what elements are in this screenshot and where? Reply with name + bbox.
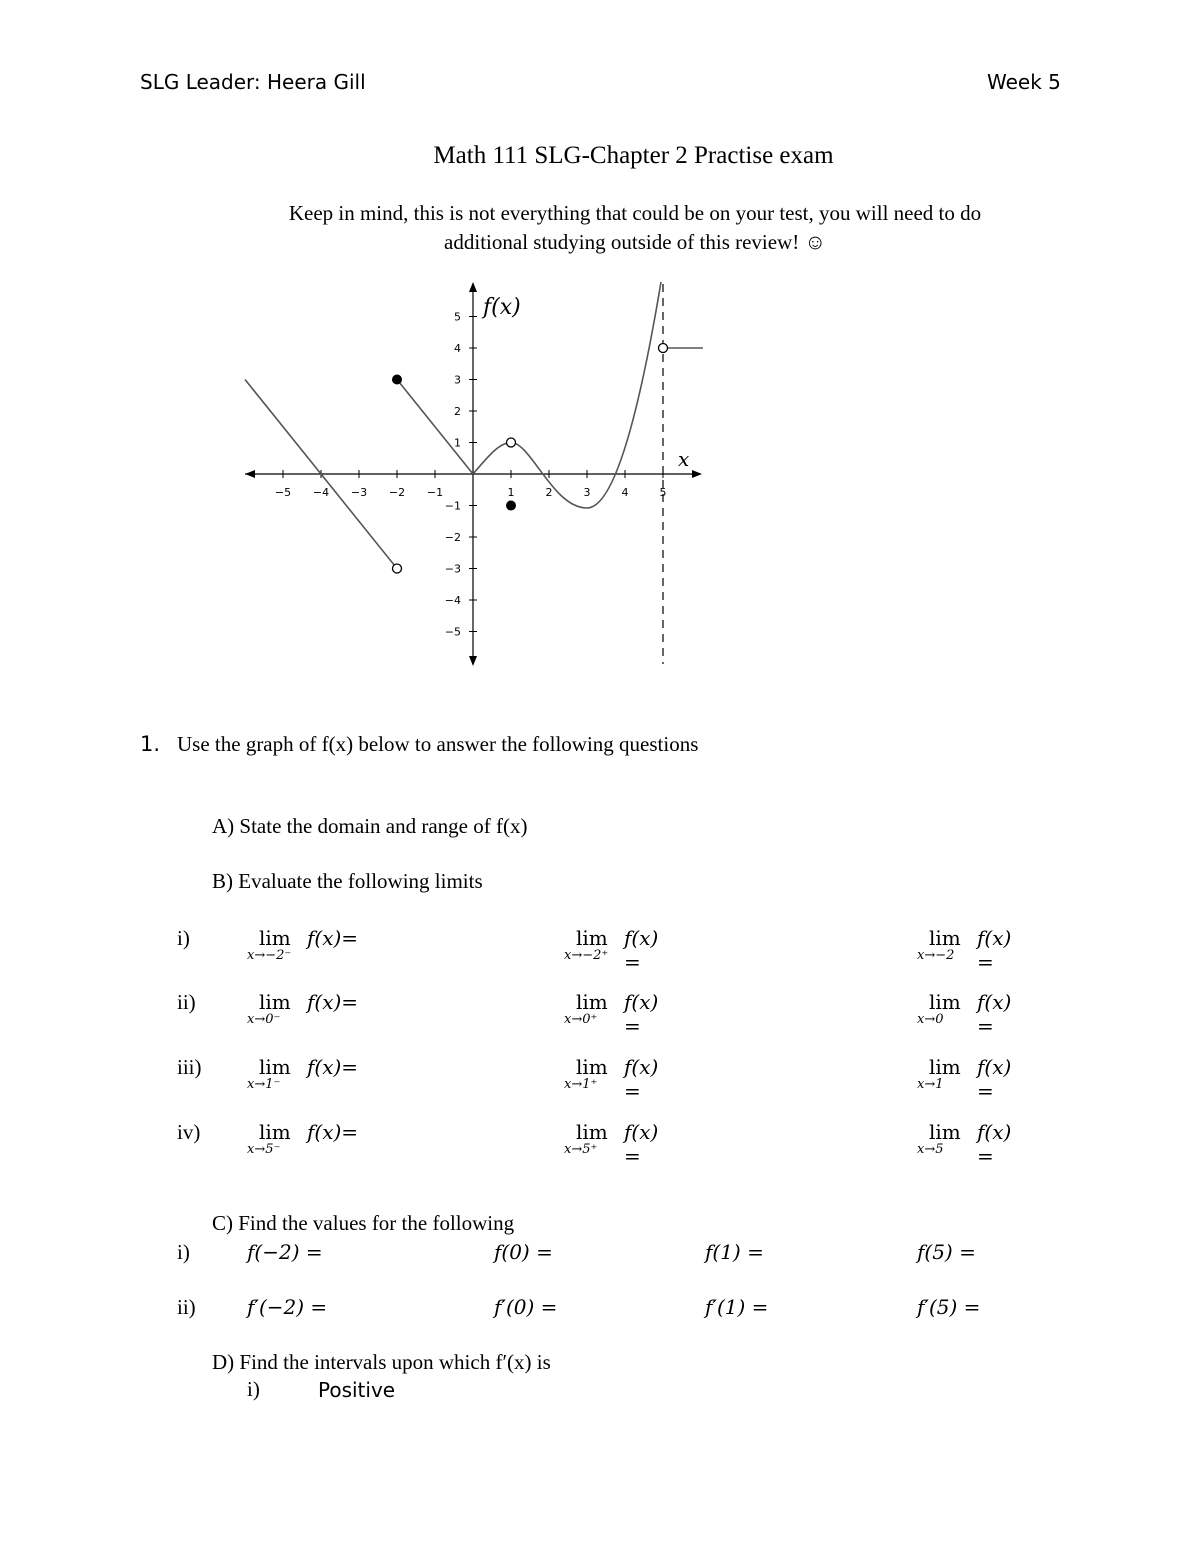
lim-subscript: x→5: [917, 1142, 944, 1157]
value-item: f(0) =: [494, 1240, 553, 1264]
limit-row-label: iv): [177, 1120, 201, 1144]
value-item: f′(5) =: [917, 1295, 981, 1319]
lim-subscript: x→1⁻: [247, 1077, 281, 1092]
lim-expression: f(x) =: [977, 1055, 1012, 1103]
open-point-5-4: [659, 344, 668, 353]
lim-subscript: x→5⁻: [247, 1142, 281, 1157]
middle-line-segment: [397, 380, 473, 475]
lim-expression: f(x) =: [977, 990, 1012, 1038]
values-row-label: ii): [177, 1295, 196, 1319]
lim-subscript: x→0⁺: [564, 1012, 598, 1027]
question-text: Use the graph of f(x) below to answer the following questions: [177, 732, 699, 756]
lim-word: lim: [576, 1120, 608, 1144]
x-tick-label: −3: [350, 486, 368, 499]
y-tick-label: 1: [454, 436, 461, 450]
value-item: f′(0) =: [494, 1295, 558, 1319]
y-tick-label: 4: [454, 342, 461, 355]
x-tick-label: −1: [426, 486, 444, 499]
x-tick-label: −4: [312, 486, 330, 499]
lim-word: lim: [929, 1055, 961, 1079]
lim-word: lim: [576, 1055, 608, 1079]
part-d-sub-text: Positive: [318, 1378, 396, 1402]
part-a: A) State the domain and range of f(x): [212, 814, 528, 838]
lim-expression: f(x)=: [307, 926, 359, 950]
x-tick-label: −2: [388, 486, 406, 499]
lim-expression: f(x)=: [307, 1120, 359, 1144]
y-axis-label: f(x): [483, 295, 521, 320]
x-tick-label: 1: [507, 486, 515, 499]
lim-word: lim: [259, 1120, 291, 1144]
limit-row-label: i): [177, 926, 190, 950]
value-item: f′(−2) =: [247, 1295, 328, 1319]
y-tick-label: 3: [454, 373, 461, 387]
value-item: f(1) =: [705, 1240, 764, 1264]
part-c: C) Find the values for the following: [212, 1211, 515, 1235]
intro-line-1: Keep in mind, this is not everything that could be on your test, you will need to do: [288, 201, 982, 225]
lim-expression: f(x)=: [307, 1055, 359, 1079]
value-item: f(5) =: [917, 1240, 976, 1264]
lim-expression: f(x) =: [624, 1055, 659, 1103]
lim-subscript: x→−2: [917, 948, 955, 963]
lim-word: lim: [259, 926, 291, 950]
lim-expression: f(x)=: [307, 990, 359, 1014]
header-slg-leader: SLG Leader: Heera Gill: [140, 70, 366, 94]
limit-row-label: iii): [177, 1055, 202, 1079]
values-row-label: i): [177, 1240, 190, 1264]
lim-subscript: x→1⁺: [564, 1077, 598, 1092]
open-point-left-segment-end: [393, 564, 402, 573]
intro-line-2: additional studying outside of this review! ☺: [444, 230, 826, 254]
y-axis-up-arrow: [469, 282, 477, 292]
y-tick-label: −2: [444, 531, 461, 544]
lim-expression: f(x) =: [977, 926, 1012, 974]
x-tick-label: −5: [274, 486, 292, 499]
x-tick-label: 3: [583, 486, 591, 499]
lim-expression: f(x) =: [977, 1120, 1012, 1168]
function-graph: [235, 278, 715, 678]
y-tick-label: 2: [454, 405, 461, 418]
y-tick-label: −4: [444, 594, 461, 607]
lim-expression: f(x) =: [624, 990, 659, 1038]
value-item: f′(1) =: [705, 1295, 769, 1319]
lim-subscript: x→0: [917, 1012, 944, 1027]
y-tick-label: −3: [444, 562, 461, 576]
lim-word: lim: [929, 926, 961, 950]
x-tick-label: 5: [659, 486, 667, 499]
lim-expression: f(x) =: [624, 1120, 659, 1168]
x-tick-label: 2: [545, 486, 553, 499]
y-tick-label: −5: [444, 625, 461, 639]
page-title: Math 111 SLG-Chapter 2 Practise exam: [433, 142, 834, 169]
lim-subscript: x→0⁻: [247, 1012, 281, 1027]
lim-subscript: x→−2⁺: [564, 948, 609, 963]
value-item: f(−2) =: [247, 1240, 323, 1264]
y-tick-label: 5: [454, 310, 461, 324]
lim-word: lim: [576, 990, 608, 1014]
limit-row-label: ii): [177, 990, 196, 1014]
closed-point-1-minus1: [506, 501, 516, 511]
x-axis-left-arrow: [245, 470, 255, 478]
header-week: Week 5: [987, 70, 1061, 94]
question-number: 1.: [140, 732, 161, 756]
closed-point-minus2-3: [392, 375, 402, 385]
y-tick-label: −1: [444, 499, 461, 513]
part-d-sub-label: i): [247, 1377, 260, 1401]
x-tick-label: 4: [621, 486, 629, 499]
y-axis-down-arrow: [469, 656, 477, 666]
lim-subscript: x→−2⁻: [247, 948, 292, 963]
lim-word: lim: [576, 926, 608, 950]
part-d: D) Find the intervals upon which f′(x) is: [212, 1350, 551, 1374]
lim-subscript: x→1: [917, 1077, 944, 1092]
x-axis-right-arrow: [692, 470, 702, 478]
lim-word: lim: [929, 990, 961, 1014]
lim-expression: f(x) =: [624, 926, 659, 974]
lim-subscript: x→5⁺: [564, 1142, 598, 1157]
lim-word: lim: [929, 1120, 961, 1144]
open-point-1-1: [507, 438, 516, 447]
part-b: B) Evaluate the following limits: [212, 869, 483, 893]
lim-word: lim: [259, 1055, 291, 1079]
x-axis-label: x: [678, 447, 690, 471]
lim-word: lim: [259, 990, 291, 1014]
